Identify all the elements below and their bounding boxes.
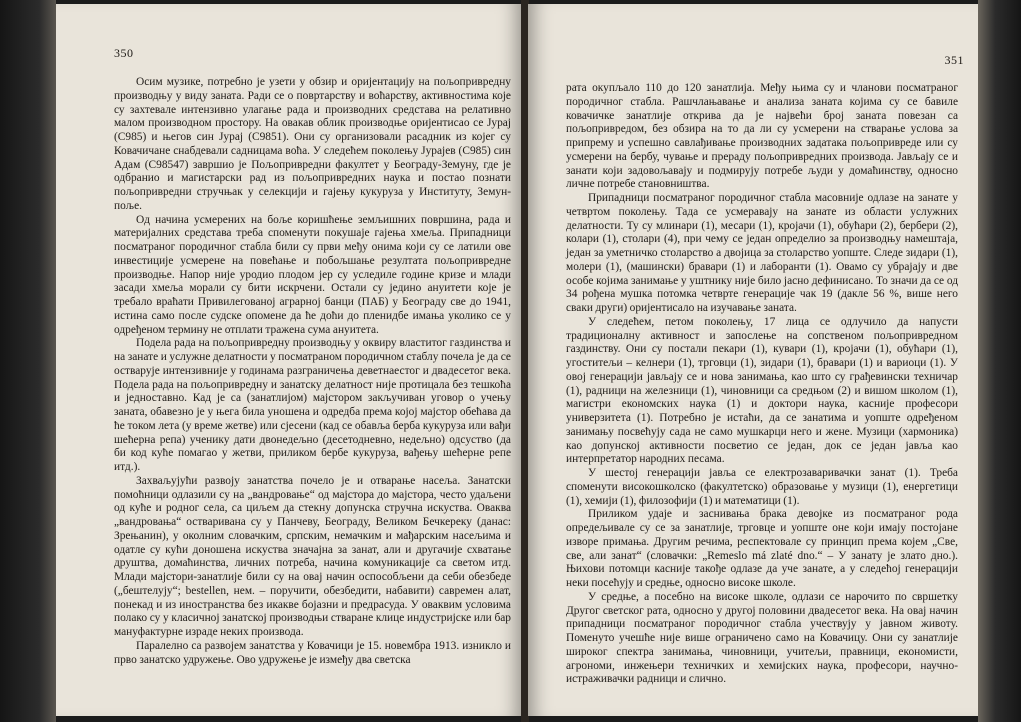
page-number-right: 351 [944,53,964,67]
page-number-left: 350 [114,46,134,60]
paragraph: У следећем, петом поколењу, 17 лица се одлучило да напусти традиционалну активност и запослење на сопственом пољопривредном газдинству. Они су постали пекари (1), кувари (1), кројачи (1), обућари (1), угоститељи – келнери (1), трговци (1), зидари (1), бравари (1) и вариоци (1). У овој генерацији јављају се и нова занимања, као што су грађевински техничар (1), радници на железници (1), чиновници са средњом (2) и вишом школом (1), магистри економских наука (1) и доктори наука, касније професори универзитета (1). Потребно је истаћи, да се занатима и уопште одређеном занимању посвећују сада не само мушкарци него и жене. Музици (хармоника) као допунској активности посветио се један, док се један јавља као интерпретатор народних песама. [566,315,958,466]
paragraph: Припадници посматраног породичног стабла масовније одлазе на занате у четвртом поколењу. Тада се усмеравају на занате из области услужних делатности. Ту су млинари (1), месари (1), кројачи (1), обућари (2), бербери (2), колари (1), столари (4), при чему се један определио за производњу намештаја, један за уметничко столарство а двојица за столарство уопште. Следе зидари (1), молери (1), (машински) бравари (1) и лаборанти (1). Овамо су убрајају и две особе којима занимање у уштнику није било јасно дефинисано. То значи да се од 34 рођена мушка потомка четврте генерације чак 19 (дакле 56 %, више него сваки други) оријентисало на изучавање заната. [566,192,958,314]
paragraph: У средње, а посебно на високе школе, одлази се нарочито по свршетку Другог светског рата, односно у другој половини двадесетог века. На овај начин припадници посматраног породичног стабла учествују у јавном животу. Поменуто учешће није више ограничено само на Ковачицу. Они су занатлије широког спектра занимања, чиновници, учитељи, правници, економисти, агрономи, инжењери техничких и хемијских наука, професори, научно-истраживачки радници и слично. [566,590,958,686]
paragraph: Приликом удаје и заснивања брака девојке из посматраног рода опредељивале су се за занатлије, трговце и уопште оне који имају постојане изворе примања. Другим речима, респектовале су принцип према којем „Све, све, али занат“ (словачки: „Remeslo má zlaté dno.“ – У занату је злато дно.). Њихови потомци касније такође одлазе да уче занате, а у следећој генерацији неки посећују и средње, односно високе школе. [566,508,958,589]
left-page [56,4,522,716]
paragraph: рата окупљало 110 до 120 занатлија. Међу њима су и чланови посматраног породичног стабла. Рашчлањавање и анализа заната којима су се бавиле ковачичке занатлије открива да је највећи број заната повезан са пољопривредом, без обзира на то да ли су усмерени на стварање услова за припрему и успешно савлађивање производних задатака пољопривреде или су усмерени на бербу, чување и прераду пољопривредних производа. Јављају се и занати који задовољавају и подмирују потребе људи у домаћинству, односно личне потребе становништва. [566,82,958,191]
paragraph: Од начина усмерених на боље коришћење земљишних површина, рада и материјалних средстава треба споменути покушаје гајења хмеља. Припадници посматраног породичног стабла били су први међу онима који су се латили ове инвестиције усмерене на повећање и побољшање резултата пољопривредне производње. Напор није уродио плодом јер су уследиле године кризе и млади засади хмеља морали су бити искрчени. Остали су једино ануитети које је требало враћати Привилегованој аграрној банци (ПАБ) у Београду све до 1941, истина само после судске опомене да ће доћи до пленидбе имања уколико се у одређеном термину не отплати тражена сума ануитета. [114,213,511,336]
left-page-body [114,76,511,667]
paragraph: У шестој генерацији јавља се електрозаваривачки занат (1). Треба споменути високошколско (факултетско) образовање у музици (1), енергетици (1), хемији (1), филозофији (1) и математици (1). [566,467,958,507]
paragraph: Осим музике, потребно је узети у обзир и оријентацију на пољопривредну производњу у виду заната. Ради се о повртарству и воћарству, активностима које су захтевале интензивно улагање рада и производних средстава на релативно малом производном простору. На овакав облик производње оријентисао се Јурај (C985) и његов син Јурај (C9851). Они су организовали расадник из којег су Ковачичане снабдевали садницама воћа. У следећем поколењу Јурајев (C985) син Адам (C98547) завршио је Пољопривредни факултет у Београду-Земуну, где је одбранио и магистарски рад из пољопривредних наука и постао познати пољопривредни стручњак у селекцији и гајењу кукуруза у Институту, Земун-поље. [114,76,511,212]
right-page [528,4,978,716]
book-edge-right [978,0,1021,722]
book-edge-left [0,0,56,722]
paragraph: Паралелно са развојем занатства у Ковачици је 15. новембра 1913. изникло и прво занатско удружење. Ово удружење је између два светска [114,639,511,666]
right-page-body [566,82,958,687]
paragraph: Захваљујући развоју занатства почело је и отварање насеља. Занатски помоћници одлазили су на „вандровање“ од мајстора до мајстора, често удаљени од куће и родног села, са циљем да стекну допунска стручна искуства. Оваква „вандровања“ остваривана су у Панчеву, Београду, Великом Бечкереку (данас: Зрењанин), у околним словачким, српским, немачким и мађарским насељима и одатле су кући доношена искуства значајна за занат, али и другачије схватање друштва, домаћинства, личних потреба, начина комуникације са светом итд. Млади мајстори-занатлије били су на овај начин оспособљени да себи обезбеде („бештелују“; bestellen, нем. – поручити, обезбедити, набавити) савремен алат, понекад и из иностранства без икакве бојазни и предрасуда. У оваквим условима полако су у класичној занатској производњи стваране клице индустријске или бар мануфактурне израде неких производа. [114,474,511,638]
paragraph: Подела рада на пољопривредну производњу у оквиру властитог газдинства и на занате и услужне делатности у посматраном породичном стаблу почела је да се остварује интензивније у годинама разграничења деветнаестог и двадесетог века. Подела рада на пољопривредну и занатску делатност није протицала без тешкоћа и једноставно. Кад је са (занатлијом) мајстором закључиван уговор о учењу заната, обавезно је у њега била уношена и одредба према којој мајстор обећава да ће током лета (у време жетве) или сјесени (кад се обавља берба кукуруза или вађи шећерна репа) ученику дати двонедељно (десетодневно, недељно) одсуство (да би код куће помагао у жетви, приликом бербе кукуруза, вађењу шећерне репе итд.). [114,337,511,473]
